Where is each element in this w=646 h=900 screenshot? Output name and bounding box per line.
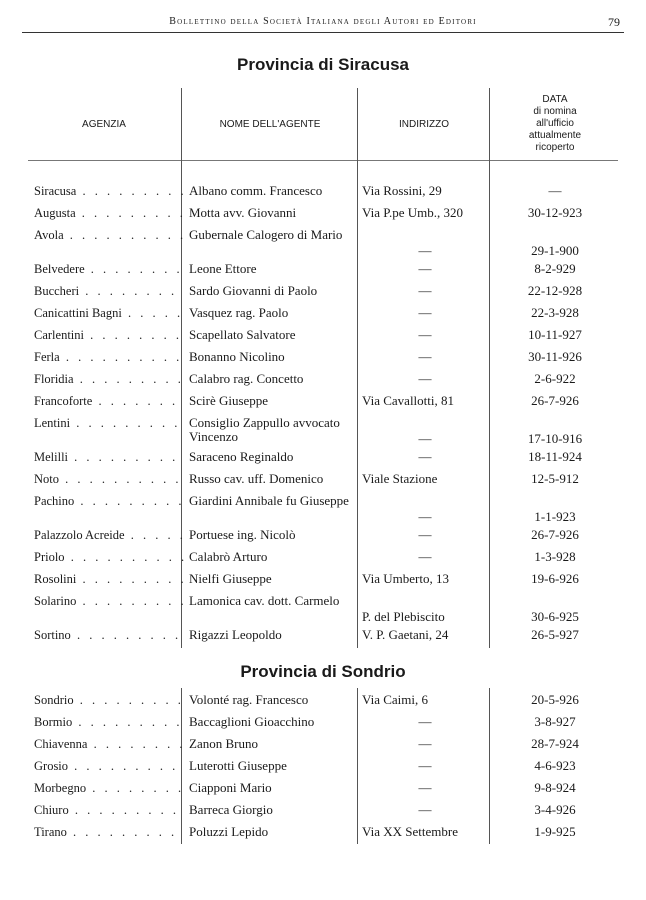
agent-name: Russo cav. uff. Domenico <box>189 471 324 486</box>
agent-address: — <box>418 431 432 446</box>
agency-name: Sondrio . . . <box>34 693 184 707</box>
agency-name: Tirano . . . <box>34 825 184 839</box>
agent-address: — <box>418 509 432 524</box>
agent-name: Scirè Giuseppe <box>189 393 269 408</box>
table-row <box>0 306 646 322</box>
agent-address: Via XX Settembre <box>362 824 458 839</box>
agent-address: P. del Plebiscito <box>362 609 445 624</box>
agency-name: Morbegno . . . <box>34 781 184 795</box>
agency-name: Chiuro . . . <box>34 803 184 817</box>
table-row <box>0 450 646 466</box>
table-row <box>0 372 646 388</box>
table-row <box>0 594 646 624</box>
appointment-date: 1-1-923 <box>534 509 576 524</box>
agent-name: Barreca Giorgio <box>189 802 273 817</box>
agent-name: Baccaglioni Gioacchino <box>189 714 315 729</box>
agent-name: Lamonica cav. dott. Carmelo <box>189 593 340 608</box>
table-row <box>0 472 646 488</box>
agency-name: Lentini . . . <box>34 416 184 430</box>
table-row <box>0 550 646 566</box>
agent-name: Ciapponi Mario <box>189 780 272 795</box>
table-row <box>0 528 646 544</box>
agent-address: — <box>418 283 432 298</box>
page-number: 79 <box>608 15 620 29</box>
appointment-date: 9-8-924 <box>534 780 576 795</box>
appointment-date: 17-10-916 <box>527 431 583 446</box>
header-rule <box>28 160 618 161</box>
agent-name: Zanon Bruno <box>189 736 258 751</box>
agent-address: — <box>418 261 432 276</box>
agency-name: Palazzolo Acreide . . . <box>34 528 184 542</box>
appointment-date: — <box>548 183 562 198</box>
table-row <box>0 284 646 300</box>
table-row <box>0 416 646 446</box>
appointment-date: 30-12-923 <box>527 205 583 220</box>
table-row <box>0 262 646 278</box>
agent-name: Consiglio Zappullo avvocato Vincenzo <box>189 415 340 444</box>
table-row <box>0 803 646 819</box>
date-header-line: DATA <box>542 94 568 105</box>
table-row <box>0 328 646 344</box>
agency-name: Solarino . . . <box>34 594 184 608</box>
agency-name: Melilli . . . <box>34 450 184 464</box>
agent-address: — <box>418 802 432 817</box>
table-row <box>0 394 646 410</box>
agent-name: Saraceno Reginaldo <box>189 449 294 464</box>
appointment-date: 4-6-923 <box>534 758 576 773</box>
agency-name: Rosolini . . . <box>34 572 184 586</box>
agent-address: Via Cavallotti, 81 <box>362 393 455 408</box>
appointment-date: 29-1-900 <box>531 243 579 258</box>
appointment-date: 1-3-928 <box>534 549 576 564</box>
agent-name: Calabrò Arturo <box>189 549 268 564</box>
appointment-date: 8-2-929 <box>534 261 576 276</box>
table-row <box>0 572 646 588</box>
agent-address: — <box>418 549 432 564</box>
running-title: Bollettino della Società Italiana degli Autori ed Editori <box>169 16 477 27</box>
agency-name: Belvedere . . . <box>34 262 184 276</box>
agent-name: Albano comm. Francesco <box>189 183 323 198</box>
section-title-sondrio: Provincia di Sondrio <box>240 662 406 681</box>
agency-name: Siracusa . . . <box>34 184 184 198</box>
column-header-date <box>490 90 620 158</box>
agent-address: — <box>418 305 432 320</box>
agency-name: Priolo . . . <box>34 550 184 564</box>
agency-name: Pachino . . . <box>34 494 184 508</box>
agent-address: Via Umberto, 13 <box>362 571 449 586</box>
agency-name: Noto . . . <box>34 472 184 486</box>
table-row <box>0 228 646 258</box>
date-header-line: all'ufficio <box>536 118 574 129</box>
appointment-date: 3-8-927 <box>534 714 576 729</box>
appointment-date: 18-11-924 <box>528 449 582 464</box>
agent-name: Luterotti Giuseppe <box>189 758 287 773</box>
agent-name: Calabro rag. Concetto <box>189 371 304 386</box>
appointment-date: 26-7-926 <box>531 527 579 542</box>
agent-address: — <box>418 327 432 342</box>
agent-name: Scapellato Salvatore <box>189 327 296 342</box>
date-header-line: ricoperto <box>535 142 575 153</box>
agent-address: Via Rossini, 29 <box>362 183 442 198</box>
table-row <box>0 350 646 366</box>
appointment-date: 26-7-926 <box>531 393 579 408</box>
agent-address: — <box>418 243 432 258</box>
agent-address: — <box>418 371 432 386</box>
agency-name: Carlentini . . . <box>34 328 184 342</box>
agency-name: Floridia . . . <box>34 372 184 386</box>
agent-name: Rigazzi Leopoldo <box>189 627 282 642</box>
agency-name: Francoforte . . . <box>34 394 184 408</box>
running-header <box>22 16 624 33</box>
agent-address: — <box>418 527 432 542</box>
appointment-date: 10-11-927 <box>528 327 582 342</box>
table-row <box>0 206 646 222</box>
table-row <box>0 628 646 644</box>
appointment-date: 30-11-926 <box>528 349 582 364</box>
column-header-agency: AGENZIA <box>82 118 126 130</box>
agent-address: — <box>418 780 432 795</box>
section-title-siracusa: Provincia di Siracusa <box>237 55 409 74</box>
agent-address: — <box>418 736 432 751</box>
agent-name: Portuese ing. Nicolò <box>189 527 296 542</box>
agent-name: Giardini Annibale fu Giuseppe <box>189 493 349 508</box>
table-row <box>0 184 646 200</box>
appointment-date: 12-5-912 <box>531 471 579 486</box>
appointment-date: 2-6-922 <box>534 371 576 386</box>
date-header-line: di nomina <box>533 106 577 117</box>
agent-name: Leone Ettore <box>189 261 257 276</box>
appointment-date: 20-5-926 <box>531 692 579 707</box>
agency-name: Bormio . . . <box>34 715 184 729</box>
appointment-date: 19-6-926 <box>531 571 579 586</box>
agency-name: Ferla . . . <box>34 350 184 364</box>
agency-name: Sortino . . . <box>34 628 184 642</box>
table-row <box>0 759 646 775</box>
agency-name: Canicattini Bagni . . . <box>34 306 184 320</box>
appointment-date: 30-6-925 <box>531 609 579 624</box>
date-header-line: attualmente <box>528 130 582 141</box>
agent-address: — <box>418 758 432 773</box>
agent-address: Viale Stazione <box>362 471 438 486</box>
column-header-agent: NOME DELL'AGENTE <box>219 118 321 130</box>
agent-name: Volonté rag. Francesco <box>189 692 309 707</box>
agent-name: Gubernale Calogero di Mario <box>189 227 343 242</box>
agent-name: Poluzzi Lepido <box>189 824 269 839</box>
agent-name: Motta avv. Giovanni <box>189 205 297 220</box>
appointment-date: 22-12-928 <box>527 283 583 298</box>
column-header-address: INDIRIZZO <box>399 118 449 130</box>
agent-address: Via P.pe Umb., 320 <box>362 205 464 220</box>
agent-address: V. P. Gaetani, 24 <box>362 627 449 642</box>
agent-name: Bonanno Nicolino <box>189 349 285 364</box>
agency-name: Augusta . . . <box>34 206 184 220</box>
appointment-date: 28-7-924 <box>531 736 579 751</box>
agent-address: — <box>418 449 432 464</box>
table-row <box>0 693 646 709</box>
agency-name: Chiavenna . . . <box>34 737 184 751</box>
appointment-date: 22-3-928 <box>531 305 579 320</box>
agent-name: Vasquez rag. Paolo <box>189 305 289 320</box>
table-row <box>0 715 646 731</box>
appointment-date: 26-5-927 <box>531 627 579 642</box>
table-row <box>0 494 646 524</box>
agent-name: Nielfi Giuseppe <box>189 571 272 586</box>
agent-address: — <box>418 714 432 729</box>
table-row <box>0 737 646 753</box>
appointment-date: 1-9-925 <box>534 824 576 839</box>
agency-name: Grosio . . . <box>34 759 184 773</box>
agency-name: Avola . . . <box>34 228 184 242</box>
agent-name: Sardo Giovanni di Paolo <box>189 283 318 298</box>
table-row <box>0 781 646 797</box>
agency-name: Buccheri . . . <box>34 284 184 298</box>
table-row <box>0 825 646 841</box>
agent-address: — <box>418 349 432 364</box>
agent-address: Via Caimi, 6 <box>362 692 429 707</box>
appointment-date: 3-4-926 <box>534 802 576 817</box>
